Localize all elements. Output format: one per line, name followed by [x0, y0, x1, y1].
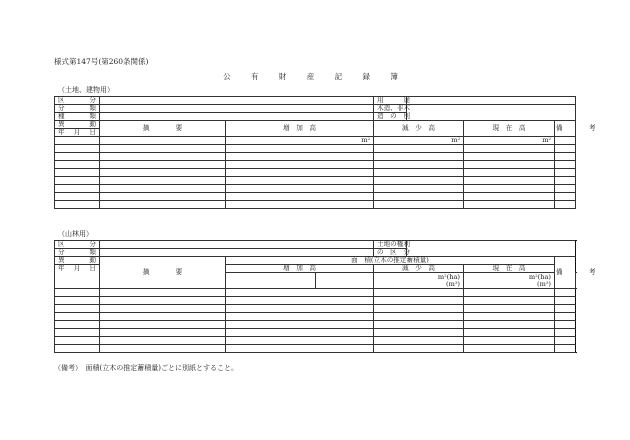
gensho-cell[interactable]	[374, 153, 464, 161]
bunrui-value[interactable]	[100, 105, 374, 113]
nengappi-label: 年 月 日	[55, 129, 100, 137]
date-cell[interactable]	[55, 193, 100, 201]
zoka-cell[interactable]	[226, 169, 374, 177]
gensho-cell[interactable]	[374, 145, 464, 153]
bunrui-label: 分 類	[55, 105, 100, 113]
mokuzo-label: 木造、非木	[374, 105, 407, 113]
biko-cell[interactable]	[555, 313, 576, 321]
biko-cell[interactable]	[555, 337, 576, 345]
date-cell[interactable]	[55, 345, 100, 353]
nengappi-label: 年 月 日	[55, 265, 100, 289]
biko-cell[interactable]	[555, 201, 576, 209]
gensho-header: 減 少 高	[374, 265, 464, 273]
gensho-cell[interactable]	[374, 161, 464, 169]
zoka-cell[interactable]	[226, 329, 374, 337]
tekiyo-cell[interactable]	[100, 137, 226, 145]
gensho-cell[interactable]	[374, 193, 464, 201]
kubun-label: 区 分	[55, 241, 100, 249]
date-cell[interactable]	[55, 201, 100, 209]
zoka-cell[interactable]	[226, 177, 374, 185]
structure-type-value[interactable]	[407, 105, 576, 121]
tekiyo-cell[interactable]	[100, 313, 226, 321]
gensho-cell[interactable]	[374, 201, 464, 209]
date-cell[interactable]	[55, 321, 100, 329]
genzai-cell[interactable]	[464, 337, 555, 345]
zoka-cell[interactable]	[226, 201, 374, 209]
date-cell[interactable]	[55, 177, 100, 185]
kenri-label-1: 土地の権利	[374, 241, 407, 249]
document-title: 公 有 財 産 記 録 簿	[223, 72, 407, 81]
land-building-register-table	[54, 96, 596, 209]
idou-label: 異 動	[55, 257, 100, 265]
yoto-value[interactable]	[407, 97, 576, 105]
bunrui-label: 分 類	[55, 249, 100, 257]
tekiyo-cell[interactable]	[100, 169, 226, 177]
tekiyo-cell[interactable]	[100, 145, 226, 153]
genzai-header: 現 在 高	[464, 265, 555, 273]
date-cell[interactable]	[55, 297, 100, 305]
gensho-cell[interactable]	[374, 329, 464, 337]
forest-register-table	[54, 240, 596, 353]
zoka-cell[interactable]	[226, 145, 374, 153]
tekiyo-cell[interactable]	[100, 193, 226, 201]
biko-cell[interactable]	[555, 329, 576, 337]
zoka-unit: $m^2$	[226, 137, 374, 145]
gensho-cell[interactable]	[374, 321, 464, 329]
biko-cell[interactable]	[555, 137, 576, 145]
date-cell[interactable]	[226, 273, 316, 289]
menseki-header: 面 積(立木の推定蓄積量)	[226, 257, 555, 265]
genzai-cell[interactable]	[464, 161, 555, 169]
biko-cell[interactable]	[555, 177, 576, 185]
gensho-header: 減 少 高	[374, 121, 464, 137]
genzai-cell[interactable]	[464, 305, 555, 313]
tekiyo-header: 摘 要	[100, 257, 226, 289]
shurui-label: 種 類	[55, 113, 100, 121]
zoka-cell[interactable]	[226, 305, 374, 313]
date-cell[interactable]	[55, 329, 100, 337]
zoka-cell[interactable]	[226, 153, 374, 161]
gensho-cell[interactable]	[374, 337, 464, 345]
genzai-cell[interactable]	[464, 329, 555, 337]
biko-cell[interactable]	[555, 193, 576, 201]
zoka-header: 増 加 高	[226, 265, 374, 273]
tekiyo-cell[interactable]	[100, 161, 226, 169]
date-cell[interactable]	[55, 305, 100, 313]
biko-cell[interactable]	[555, 169, 576, 177]
gensho-cell[interactable]	[374, 297, 464, 305]
genzai-unit: $m^2$	[464, 137, 555, 145]
genzai-cell[interactable]	[464, 169, 555, 177]
gensho-cell[interactable]	[374, 185, 464, 193]
genzai-cell[interactable]	[464, 201, 555, 209]
kubun-value[interactable]	[100, 241, 374, 249]
tekiyo-cell[interactable]	[100, 177, 226, 185]
biko-cell[interactable]	[555, 289, 576, 297]
genzai-cell[interactable]	[464, 289, 555, 297]
date-cell[interactable]	[55, 289, 100, 297]
zoka-unit: $m^2(ha)$ $(m^3)$	[374, 273, 464, 289]
date-cell[interactable]	[55, 137, 100, 145]
gensho-cell[interactable]	[374, 289, 464, 297]
yoto-label: 用 途	[374, 97, 407, 105]
date-cell[interactable]	[55, 153, 100, 161]
kenri-value[interactable]	[407, 241, 576, 257]
zoka-cell[interactable]	[226, 289, 374, 297]
tekiyo-cell[interactable]	[100, 329, 226, 337]
date-cell[interactable]	[55, 185, 100, 193]
genzai-cell[interactable]	[464, 185, 555, 193]
zoka-cell[interactable]	[226, 321, 374, 329]
zoka-cell[interactable]	[226, 345, 374, 353]
genzai-cell[interactable]	[464, 297, 555, 305]
genzai-cell[interactable]	[464, 145, 555, 153]
forest-section-label: （山林用）	[58, 230, 93, 238]
gensho-cell[interactable]	[374, 169, 464, 177]
gensho-unit: $m^2(ha)$ $(m^3)$	[464, 273, 555, 289]
tekiyo-cell[interactable]	[100, 345, 226, 353]
tekiyo-cell[interactable]	[100, 201, 226, 209]
tekiyo-cell[interactable]	[100, 305, 226, 313]
idou-label: 異 動	[55, 121, 100, 129]
genzai-cell[interactable]	[464, 321, 555, 329]
biko-cell[interactable]	[555, 185, 576, 193]
biko-cell[interactable]	[555, 345, 576, 353]
kubun-label: 区 分	[55, 97, 100, 105]
kubun-value[interactable]	[100, 97, 374, 105]
gensho-cell[interactable]	[374, 305, 464, 313]
bunrui-value[interactable]	[100, 249, 374, 257]
biko-cell[interactable]	[555, 145, 576, 153]
date-cell[interactable]	[55, 337, 100, 345]
biko-cell[interactable]	[555, 161, 576, 169]
zoka-cell[interactable]	[226, 185, 374, 193]
zoka-header: 増 加 高	[226, 121, 374, 137]
tekiyo-cell[interactable]	[100, 289, 226, 297]
zo-no-betsu-label: 造 の 別	[374, 113, 407, 121]
gensho-cell[interactable]	[374, 177, 464, 185]
tekiyo-cell[interactable]	[100, 337, 226, 345]
gensho-cell[interactable]	[374, 345, 464, 353]
biko-header: 備 考	[555, 121, 576, 137]
gensho-unit: $m^2$	[374, 137, 464, 145]
date-cell[interactable]	[55, 169, 100, 177]
date-cell[interactable]	[55, 313, 100, 321]
genzai-cell[interactable]	[464, 153, 555, 161]
genzai-cell[interactable]	[464, 345, 555, 353]
zoka-cell[interactable]	[226, 313, 374, 321]
tekiyo-header: 摘 要	[100, 121, 226, 137]
genzai-cell[interactable]	[464, 193, 555, 201]
land-section-label: （土地、建物用）	[58, 86, 114, 94]
remarks-note: （備考） 面積(立木の推定蓄積量)ごとに別紙とすること。	[54, 364, 238, 372]
tekiyo-cell[interactable]	[100, 321, 226, 329]
tekiyo-cell[interactable]	[100, 297, 226, 305]
tekiyo-cell[interactable]	[316, 273, 374, 289]
kenri-label-2: の 区 分	[374, 249, 407, 257]
tekiyo-cell[interactable]	[100, 185, 226, 193]
biko-cell[interactable]	[555, 321, 576, 329]
genzai-header: 現 在 高	[464, 121, 555, 137]
shurui-value[interactable]	[100, 113, 374, 121]
zoka-cell[interactable]	[226, 161, 374, 169]
biko-cell[interactable]	[555, 153, 576, 161]
biko-header: 備 考	[555, 257, 576, 289]
tekiyo-cell[interactable]	[100, 153, 226, 161]
date-cell[interactable]	[55, 145, 100, 153]
genzai-cell[interactable]	[464, 313, 555, 321]
biko-cell[interactable]	[555, 297, 576, 305]
gensho-cell[interactable]	[374, 313, 464, 321]
biko-cell[interactable]	[555, 305, 576, 313]
genzai-cell[interactable]	[464, 177, 555, 185]
zoka-cell[interactable]	[226, 337, 374, 345]
zoka-cell[interactable]	[226, 193, 374, 201]
zoka-cell[interactable]	[226, 297, 374, 305]
date-cell[interactable]	[55, 161, 100, 169]
form-number: 様式第147号(第260条関係)	[54, 57, 149, 66]
